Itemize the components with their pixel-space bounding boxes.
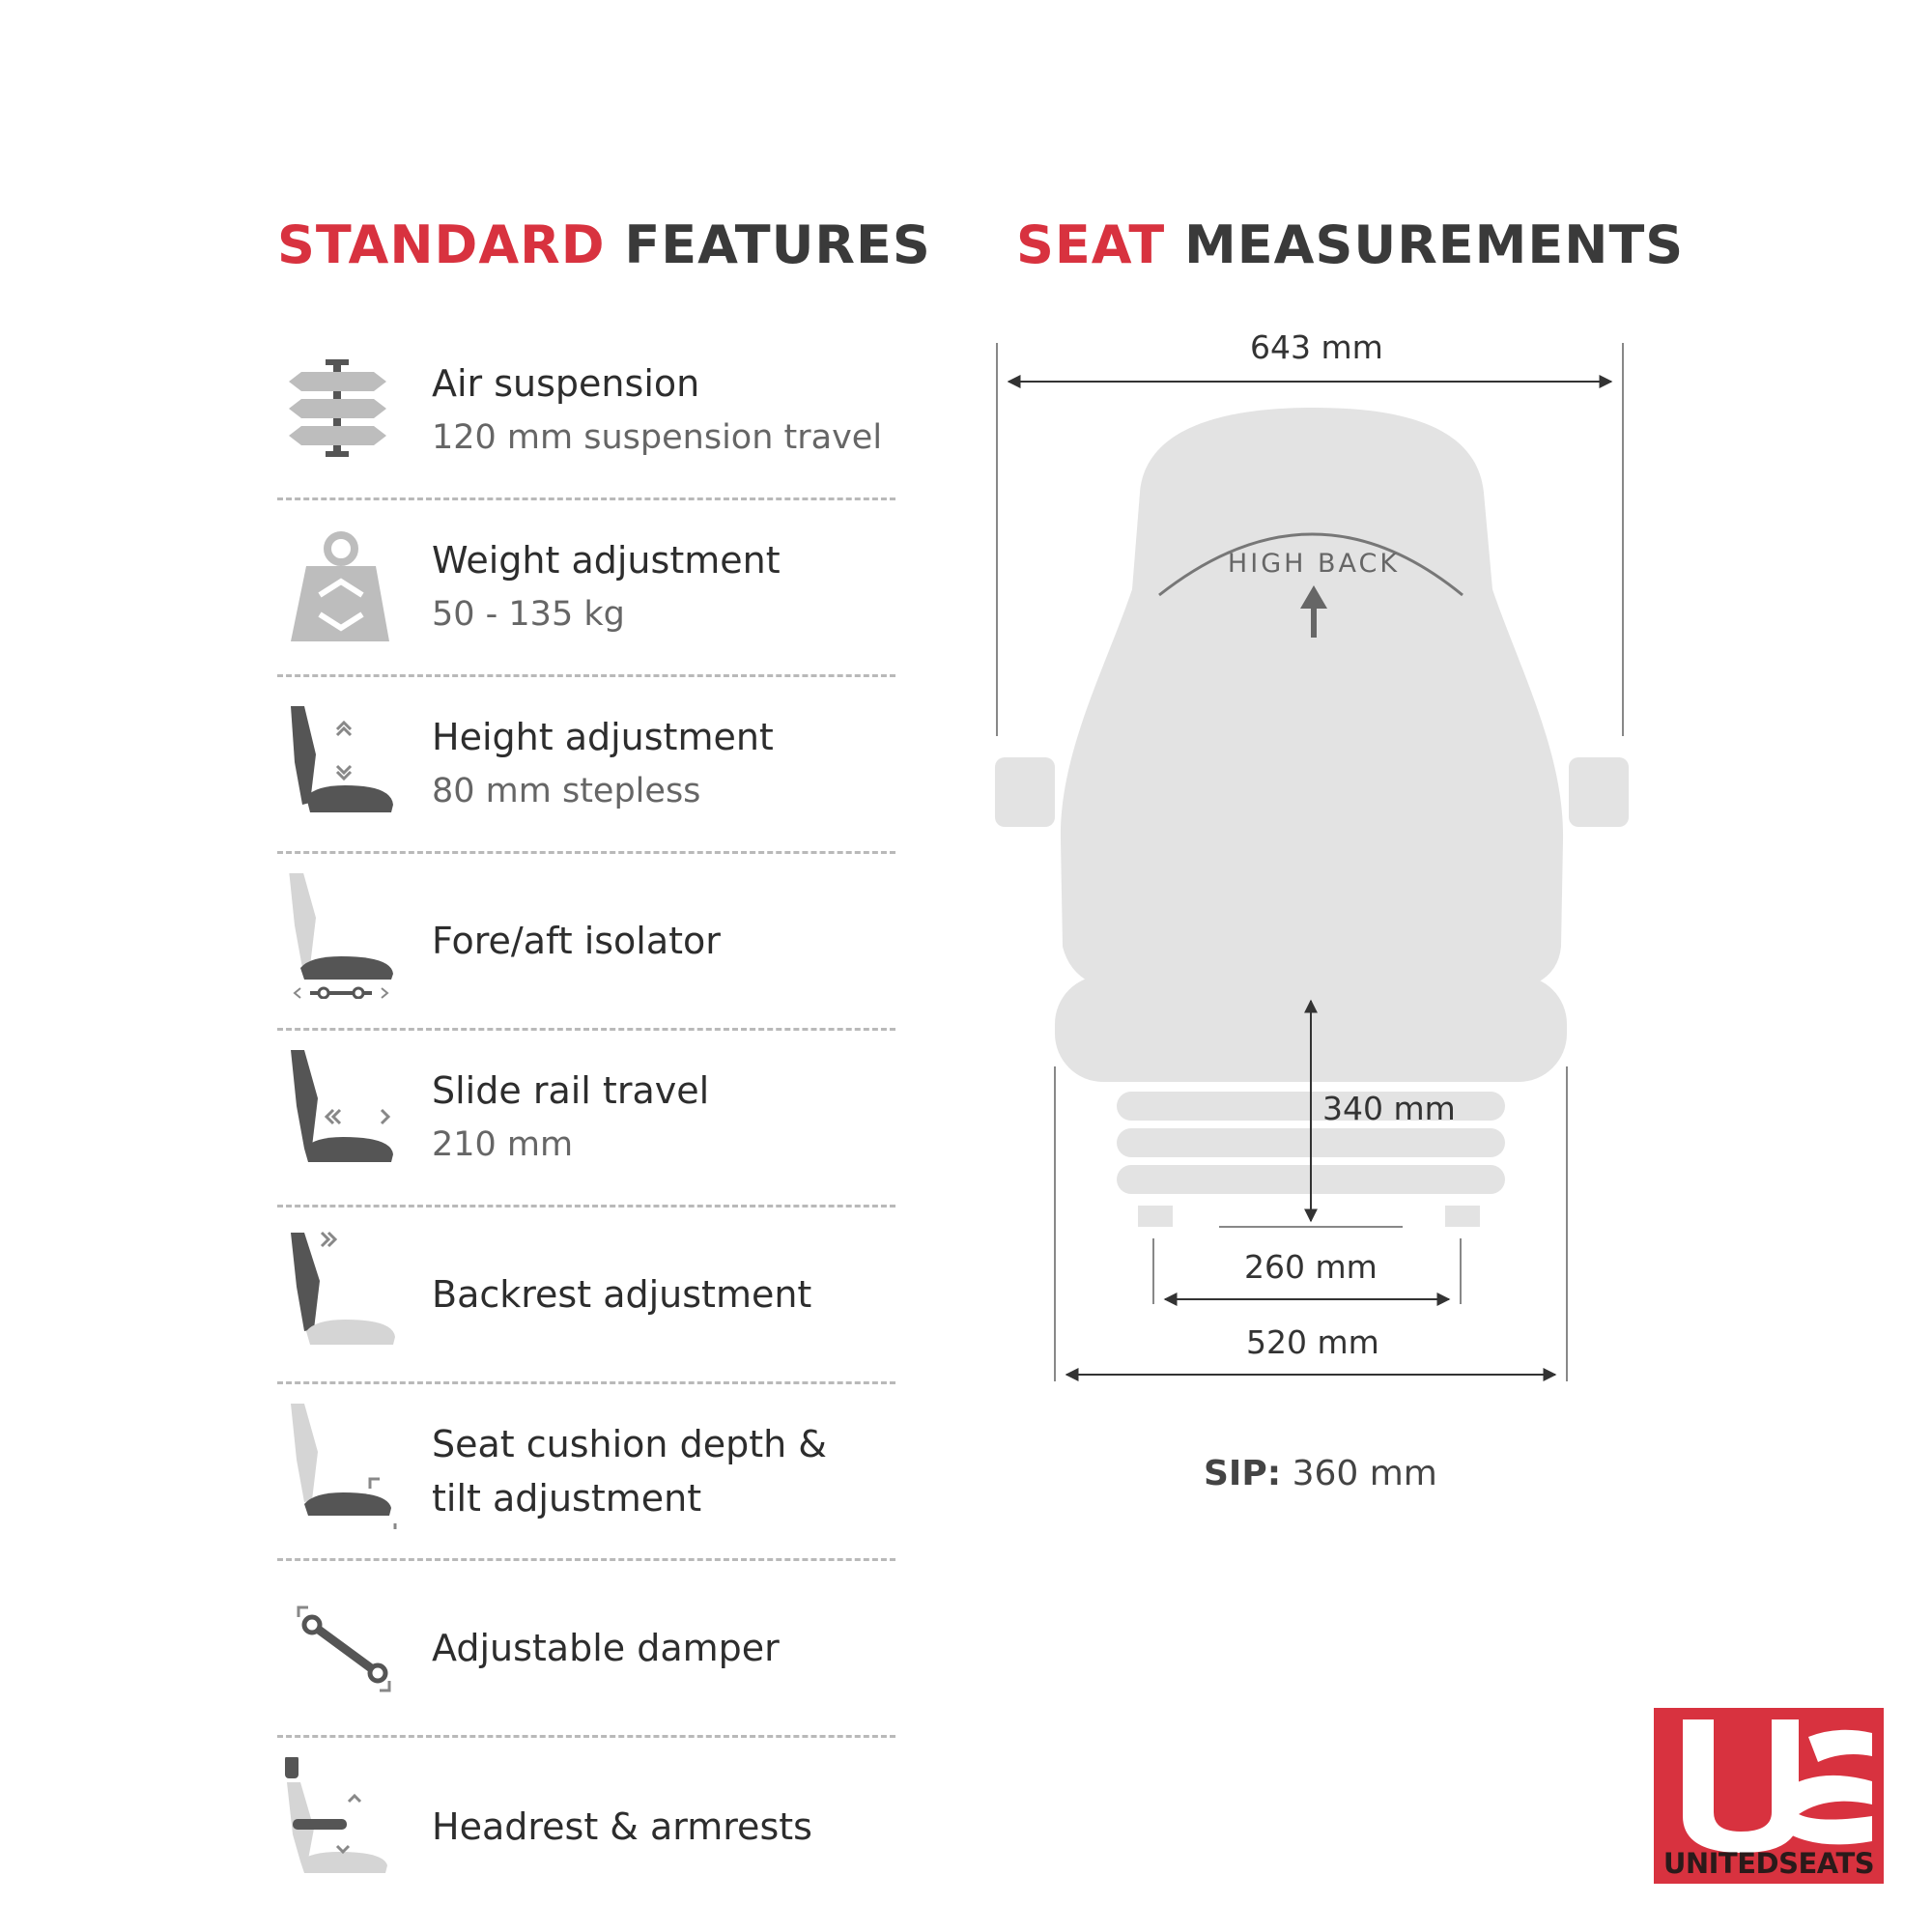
heading-accent: STANDARD (277, 214, 606, 275)
feature-subtitle: 80 mm stepless (432, 772, 701, 810)
seat-measurements-heading (1016, 214, 1684, 275)
air-suspension-icon (277, 343, 403, 469)
heading-accent: SEAT (1016, 214, 1166, 275)
feature-title-line2: tilt adjustment (432, 1477, 702, 1520)
feature-title: Air suspension (432, 362, 700, 405)
feature-title: Slide rail travel (432, 1069, 710, 1112)
feature-title: Weight adjustment (432, 539, 781, 582)
sip-label: SIP: (1204, 1454, 1282, 1493)
heading-rest: MEASUREMENTS (1184, 214, 1685, 275)
feature-cushion-tilt (277, 1384, 895, 1561)
heading-rest: FEATURES (624, 214, 931, 275)
standard-features-heading (277, 214, 931, 275)
weight-icon (277, 520, 403, 645)
feature-damper (277, 1561, 895, 1738)
feature-fore-aft (277, 854, 895, 1031)
seat-height-icon (277, 696, 403, 822)
feature-subtitle: 210 mm (432, 1125, 574, 1164)
feature-weight (277, 500, 895, 677)
fore-aft-icon (277, 873, 403, 999)
feature-subtitle: 120 mm suspension travel (432, 418, 883, 457)
base-outer-dimension-label: 520 mm (1246, 1323, 1379, 1361)
feature-subtitle: 50 - 135 kg (432, 595, 625, 634)
feature-height (277, 677, 895, 854)
slide-rail-icon (277, 1050, 403, 1176)
feature-title: Seat cushion depth & (432, 1423, 827, 1465)
feature-headrest-armrest (277, 1738, 895, 1915)
feature-title: Fore/aft isolator (432, 920, 721, 962)
feature-title: Adjustable damper (432, 1627, 780, 1669)
feature-title: Headrest & armrests (432, 1804, 812, 1848)
seat-diagram (966, 319, 1662, 1410)
width-dimension-label: 643 mm (1250, 328, 1383, 366)
damper-icon (277, 1580, 403, 1706)
sip-value: 360 mm (1292, 1454, 1437, 1493)
backrest-icon (277, 1227, 403, 1352)
high-back-label: HIGH BACK (1227, 549, 1401, 579)
feature-air-suspension (277, 324, 895, 500)
feature-slide-rail (277, 1031, 895, 1208)
feature-title: Height adjustment (432, 716, 774, 758)
seat-height-dimension-label: 340 mm (1322, 1090, 1456, 1127)
base-inner-dimension-label: 260 mm (1244, 1248, 1378, 1286)
feature-backrest (277, 1208, 895, 1384)
brand-name: UNITEDSEATS (1662, 1847, 1875, 1880)
sip-measurement (1204, 1454, 1437, 1493)
feature-title: Backrest adjustment (432, 1273, 812, 1316)
cushion-tilt-icon (277, 1404, 403, 1529)
headrest-armrest-icon (277, 1757, 403, 1883)
